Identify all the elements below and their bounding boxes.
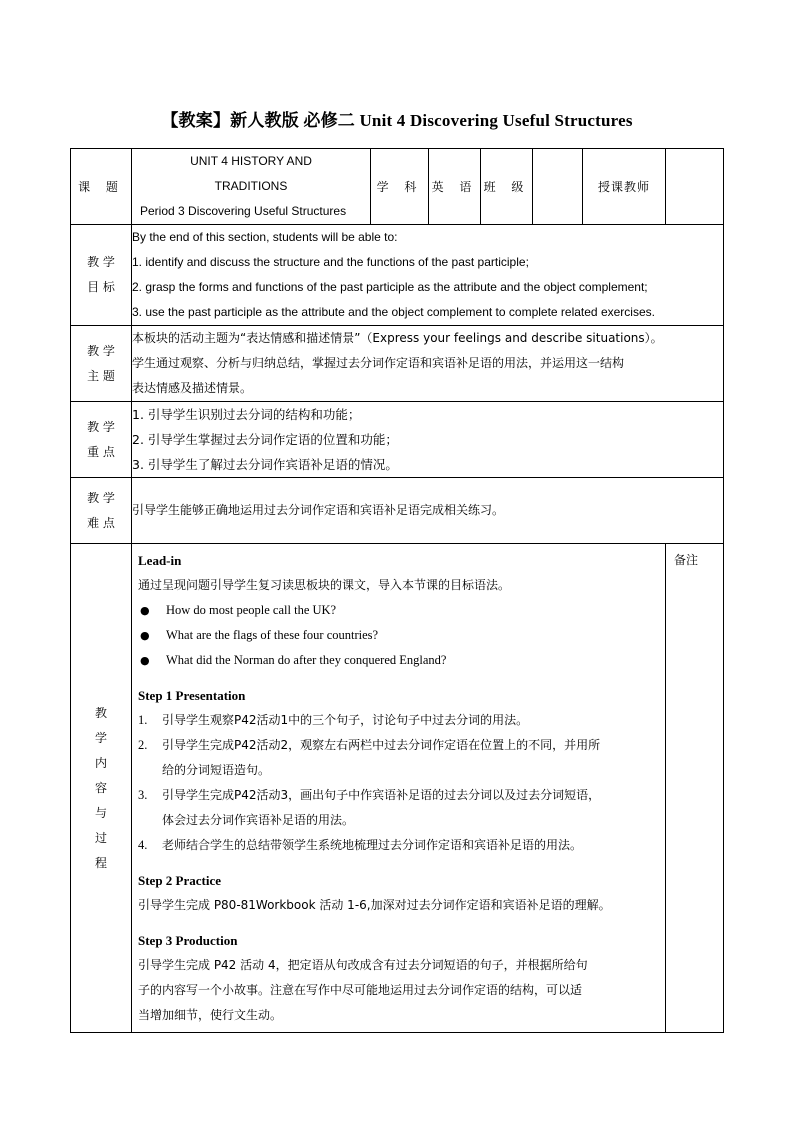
objective-line: 1. identify and discuss the structure and the functions of the past participle; — [132, 255, 529, 269]
key-point-line: 1. 引导学生识别过去分词的结构和功能； — [132, 407, 361, 422]
step3-line: 子的内容写一个小故事。注意在写作中尽可能地运用过去分词作定语的结构，可以适 — [138, 983, 583, 997]
objectives-row — [71, 225, 724, 326]
lesson-plan-table — [70, 148, 724, 1033]
objective-line: By the end of this section, students will be able to: — [132, 230, 398, 244]
step3-heading: Step 3 Production — [138, 933, 238, 948]
difficulties-row — [71, 478, 724, 544]
key-points-label: 教 学 重 点 — [71, 402, 132, 478]
theme-row — [71, 326, 724, 402]
lead-in-heading: Lead-in — [138, 553, 182, 568]
course-line-2: TRADITIONS — [214, 179, 288, 193]
step2-heading: Step 2 Practice — [138, 873, 222, 888]
teacher-value — [666, 149, 724, 225]
difficulties-content — [132, 478, 724, 544]
lead-in-intro: 通过呈现问题引导学生复习读思板块的课文，导入本节课的目标语法。 — [138, 578, 511, 592]
key-point-line: 3. 引导学生了解过去分词作宾语补足语的情况。 — [132, 457, 398, 472]
lead-in-bullet: ● What are the flags of these four countries? — [138, 623, 659, 648]
subject-value: 英 语 — [429, 149, 481, 225]
difficulties-text: 引导学生能够正确地运用过去分词作定语和宾语补足语完成相关练习。 — [132, 503, 505, 517]
key-points-row — [71, 402, 724, 478]
objective-line: 3. use the past participle as the attribute and the object complement to complete related exercises. — [132, 305, 655, 319]
step1-item: 3. 引导学生完成P42活动3，画出句子中作宾语补足语的过去分词以及过去分词短语， 体会过去分词作宾语补足语的用法。 — [138, 788, 601, 827]
bullet-icon: ● — [140, 629, 150, 642]
header-row — [71, 149, 724, 225]
step1-heading: Step 1 Presentation — [138, 688, 246, 703]
bullet-icon: ● — [140, 604, 150, 617]
process-label: 教 学 内 容 与 过 程 — [71, 544, 132, 1033]
objective-line: 2. grasp the forms and functions of the past participle as the attribute and the object complement; — [132, 280, 648, 294]
course-line-3: Period 3 Discovering Useful Structures — [140, 204, 347, 218]
theme-line: 学生通过观察、分析与归纳总结，掌握过去分词作定语和宾语补足语的用法，并运用这一结构 — [132, 356, 625, 370]
theme-label: 教 学 主 题 — [71, 326, 132, 402]
theme-line: 本板块的活动主题为“表达情感和描述情景”（Express your feelings and describe situations）。 — [132, 331, 663, 345]
step3-line: 当增加细节，使行文生动。 — [138, 1008, 283, 1022]
step2-text: 引导学生完成 P80-81Workbook 活动 1-6,加深对过去分词作定语和宾语补足语的理解。 — [138, 898, 611, 912]
theme-content — [132, 326, 724, 402]
step3-line: 引导学生完成 P42 活动 4，把定语从句改成含有过去分词短语的句子，并根据所给句 — [138, 958, 588, 972]
difficulties-label: 教 学 难 点 — [71, 478, 132, 544]
lead-in-bullet: ● What did the Norman do after they conquered England? — [138, 648, 659, 673]
step1-item: 4. 老师结合学生的总结带领学生系统地梳理过去分词作定语和宾语补足语的用法。 — [138, 838, 583, 852]
key-points-content — [132, 402, 724, 478]
course-label: 课 题 — [71, 149, 132, 225]
lead-in-bullet: ● How do most people call the UK? — [138, 598, 659, 623]
step1-item: 1. 引导学生观察P42活动1中的三个句子，讨论句子中过去分词的用法。 — [138, 713, 529, 727]
objectives-label: 教 学 目 标 — [71, 225, 132, 326]
class-value — [533, 149, 583, 225]
course-title-cell — [132, 149, 371, 225]
subject-label: 学 科 — [371, 149, 429, 225]
course-line-1: UNIT 4 HISTORY AND — [190, 154, 312, 168]
document-title: 【教案】新人教版 必修二 Unit 4 Discovering Useful Structures — [161, 111, 633, 130]
step1-item: 2. 引导学生完成P42活动2，观察左右两栏中过去分词作定语在位置上的不同，并用所 给的分词短语造句。 — [138, 738, 601, 777]
key-point-line: 2. 引导学生掌握过去分词作定语的位置和功能； — [132, 432, 398, 447]
process-content — [132, 544, 666, 1033]
bullet-icon: ● — [140, 654, 150, 667]
notes-column — [666, 544, 724, 1033]
theme-line: 表达情感及描述情景。 — [132, 381, 253, 395]
process-row — [71, 544, 724, 1033]
class-label: 班 级 — [481, 149, 533, 225]
teacher-label: 授课教师 — [583, 149, 666, 225]
objectives-content — [132, 225, 724, 326]
notes-label: 备注 — [674, 553, 699, 567]
